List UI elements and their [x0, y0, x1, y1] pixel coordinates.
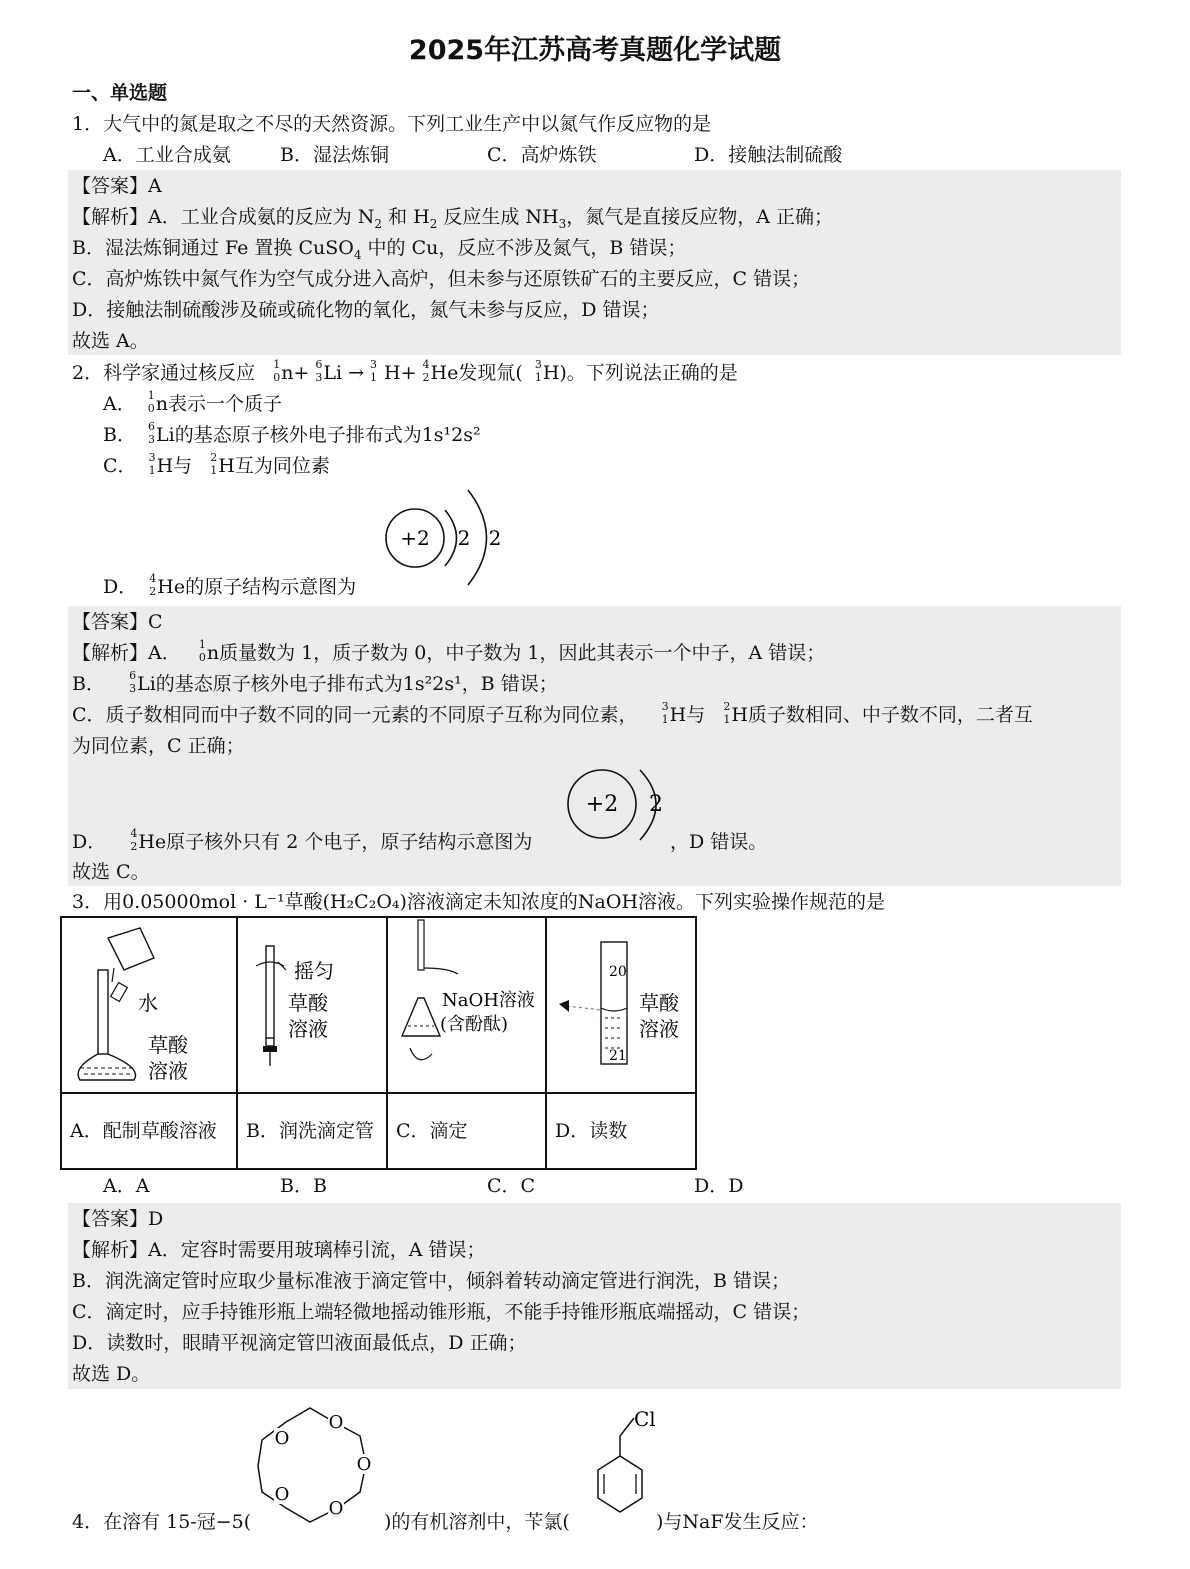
q3-conclusion: 故选 D。	[72, 1363, 151, 1385]
shell-arc-2	[468, 490, 487, 585]
water-label: 水	[138, 991, 158, 1015]
oxygen-2: O	[356, 1454, 372, 1475]
q2-analysis-c: C．质子数相同而中子数不同的同一元素的不同原子互称为同位素， 3 1 H与 2 1 H质子数相同、中子数不同，二者互	[72, 700, 1033, 726]
section-heading: 一、单选题	[72, 82, 168, 104]
q2-conclusion: 故选 C。	[72, 861, 150, 883]
q1-conclusion: 故选 A。	[72, 330, 149, 352]
oxalic-label-1: 草酸	[148, 1033, 188, 1057]
q3-option-a: A．A	[103, 1175, 150, 1197]
q3-answer-box	[68, 1203, 1121, 1389]
q1-option-b: B．湿法炼铜	[280, 144, 389, 166]
q1-analysis-c: C．高炉炼铁中氮气作为空气成分进入高炉，但未参与还原铁矿石的主要反应，C 错误；	[72, 268, 811, 290]
oxygen-3: O	[328, 1498, 344, 1519]
q1-option-c: C．高炉炼铁	[487, 144, 597, 166]
benzyl-chloride-structure	[578, 1404, 668, 1536]
q3-caption-b: B．润洗滴定管	[237, 1093, 387, 1169]
titration-figure	[388, 918, 545, 1088]
nucleus-charge: +2	[400, 526, 430, 550]
burette-reading-figure	[547, 918, 695, 1088]
q4-stem-prefix: 4．在溶有 15-冠−5(	[72, 1511, 252, 1533]
tick-21: 21	[609, 1048, 627, 1064]
q2-option-a: A． 1 0 n表示一个质子	[103, 389, 283, 415]
q3-figure-d	[546, 917, 696, 1093]
q3-figure-table	[60, 916, 697, 1170]
q3-figure-b	[237, 917, 387, 1093]
shell-count: 2	[649, 792, 663, 817]
nucleus-charge: +2	[585, 792, 619, 817]
q3-analysis-d: D．读数时，眼睛平视滴定管凹液面最低点，D 正确；	[72, 1332, 527, 1354]
q2-analysis-d: D． 4 2 He原子核外只有 2 个电子，原子结构示意图为	[72, 827, 533, 853]
q2-option-d: D． 4 2 He的原子结构示意图为	[103, 572, 357, 598]
shell-1-count: 2	[457, 526, 471, 550]
q1-option-a: A．工业合成氨	[103, 144, 231, 166]
q2-analysis-b: B． 6 3 Li的基态原子核外电子排布式为1s²2s¹，B 错误；	[72, 669, 558, 695]
q1-answer: 【答案】A	[72, 175, 162, 197]
q3-option-d: D．D	[694, 1175, 744, 1197]
q2-analysis-a: 【解析】A． 1 0 n质量数为 1，质子数为 0，中子数为 1，因此其表示一个中子，A 错误；	[72, 638, 826, 664]
q2-answer: 【答案】C	[72, 611, 163, 633]
tick-20: 20	[609, 964, 627, 980]
burette-rinse-figure	[238, 918, 386, 1088]
helium-structure-diagram-answer	[562, 766, 672, 854]
q1-analysis-b: B．湿法炼铜通过 Fe 置换 CuSO$_4$ 中的 Cu，反应不涉及氮气，B 错误；	[72, 237, 687, 262]
page-title: 2025年江苏高考真题化学试题	[408, 35, 782, 66]
shell-arc-1	[445, 510, 457, 566]
oxalic-label-2: 溶液	[639, 1017, 679, 1041]
oxygen-5: O	[274, 1428, 290, 1449]
q3-option-b: B．B	[280, 1175, 327, 1197]
oxalic-label-1: 草酸	[639, 991, 679, 1015]
oxalic-label-2: 溶液	[288, 1017, 328, 1041]
q3-analysis-b: B．润洗滴定管时应取少量标准液于滴定管中，倾斜着转动滴定管进行润洗，B 错误；	[72, 1270, 790, 1292]
helium-structure-diagram-option	[380, 488, 510, 588]
q3-figure-c	[387, 917, 546, 1093]
naoh-label: NaOH溶液	[442, 990, 535, 1011]
q1-option-d: D．接触法制硫酸	[694, 144, 843, 166]
oxygen-4: O	[274, 1484, 290, 1505]
q3-analysis-c: C．滴定时，应手持锥形瓶上端轻微地摇动锥形瓶，不能手持锥形瓶底端摇动，C 错误；	[72, 1301, 811, 1323]
oxalic-label-1: 草酸	[288, 991, 328, 1015]
q4-stem-end: )与NaF发生反应：	[656, 1511, 819, 1533]
crown-ether-structure	[248, 1396, 388, 1536]
q3-caption-d: D．读数	[546, 1093, 696, 1169]
q3-stem: 3．用0.05000mol · L⁻¹草酸(H₂C₂O₄)溶液滴定未知浓度的NaOH溶液。下列实验操作规范的是	[72, 891, 886, 913]
oxygen-1: O	[328, 1412, 344, 1433]
q1-stem: 1．大气中的氮是取之不尽的天然资源。下列工业生产中以氮气作反应物的是	[72, 113, 712, 135]
chlorine-label: Cl	[634, 1407, 656, 1431]
shake-label: 摇匀	[294, 959, 334, 983]
oxalic-label-2: 溶液	[148, 1059, 188, 1083]
shell-2-count: 2	[488, 526, 502, 550]
q3-figure-a	[61, 917, 237, 1093]
q1-analysis-a: 【解析】A．工业合成氨的反应为 $N_2$ 和 $H_2$ 反应生成 $NH_3$，氮气是直接反应物，A 正确；	[72, 206, 834, 231]
q2-stem: 2．科学家通过核反应 1 0 n+ 6 3 Li → 3 1 H+ 4 2 He发现氚( 3 1 H)。下列说法正确的是	[72, 358, 738, 384]
q2-option-b: B． 6 3 Li的基态原子核外电子排布式为1s¹2s²	[103, 420, 481, 446]
q3-analysis-a: 【解析】A．定容时需要用玻璃棒引流，A 错误；	[72, 1239, 486, 1261]
q3-caption-c: C．滴定	[387, 1093, 546, 1169]
q3-answer: 【答案】D	[72, 1208, 164, 1230]
q2-analysis-c-cont: 为同位素，C 正确；	[72, 735, 245, 757]
q1-analysis-d: D．接触法制硫酸涉及硫或硫化物的氧化，氮气未参与反应，D 错误；	[72, 299, 660, 321]
q3-option-c: C．C	[487, 1175, 536, 1197]
q2-analysis-d-end: ，D 错误。	[670, 831, 768, 853]
q4-stem-mid: )的有机溶剂中，苄氯(	[384, 1511, 570, 1533]
q3-caption-a: A．配制草酸溶液	[61, 1093, 237, 1169]
q2-option-c: C． 3 1 H与 2 1 H互为同位素	[103, 451, 330, 477]
phenolphthalein-label: (含酚酞)	[440, 1014, 509, 1035]
volumetric-flask-figure	[62, 918, 236, 1088]
